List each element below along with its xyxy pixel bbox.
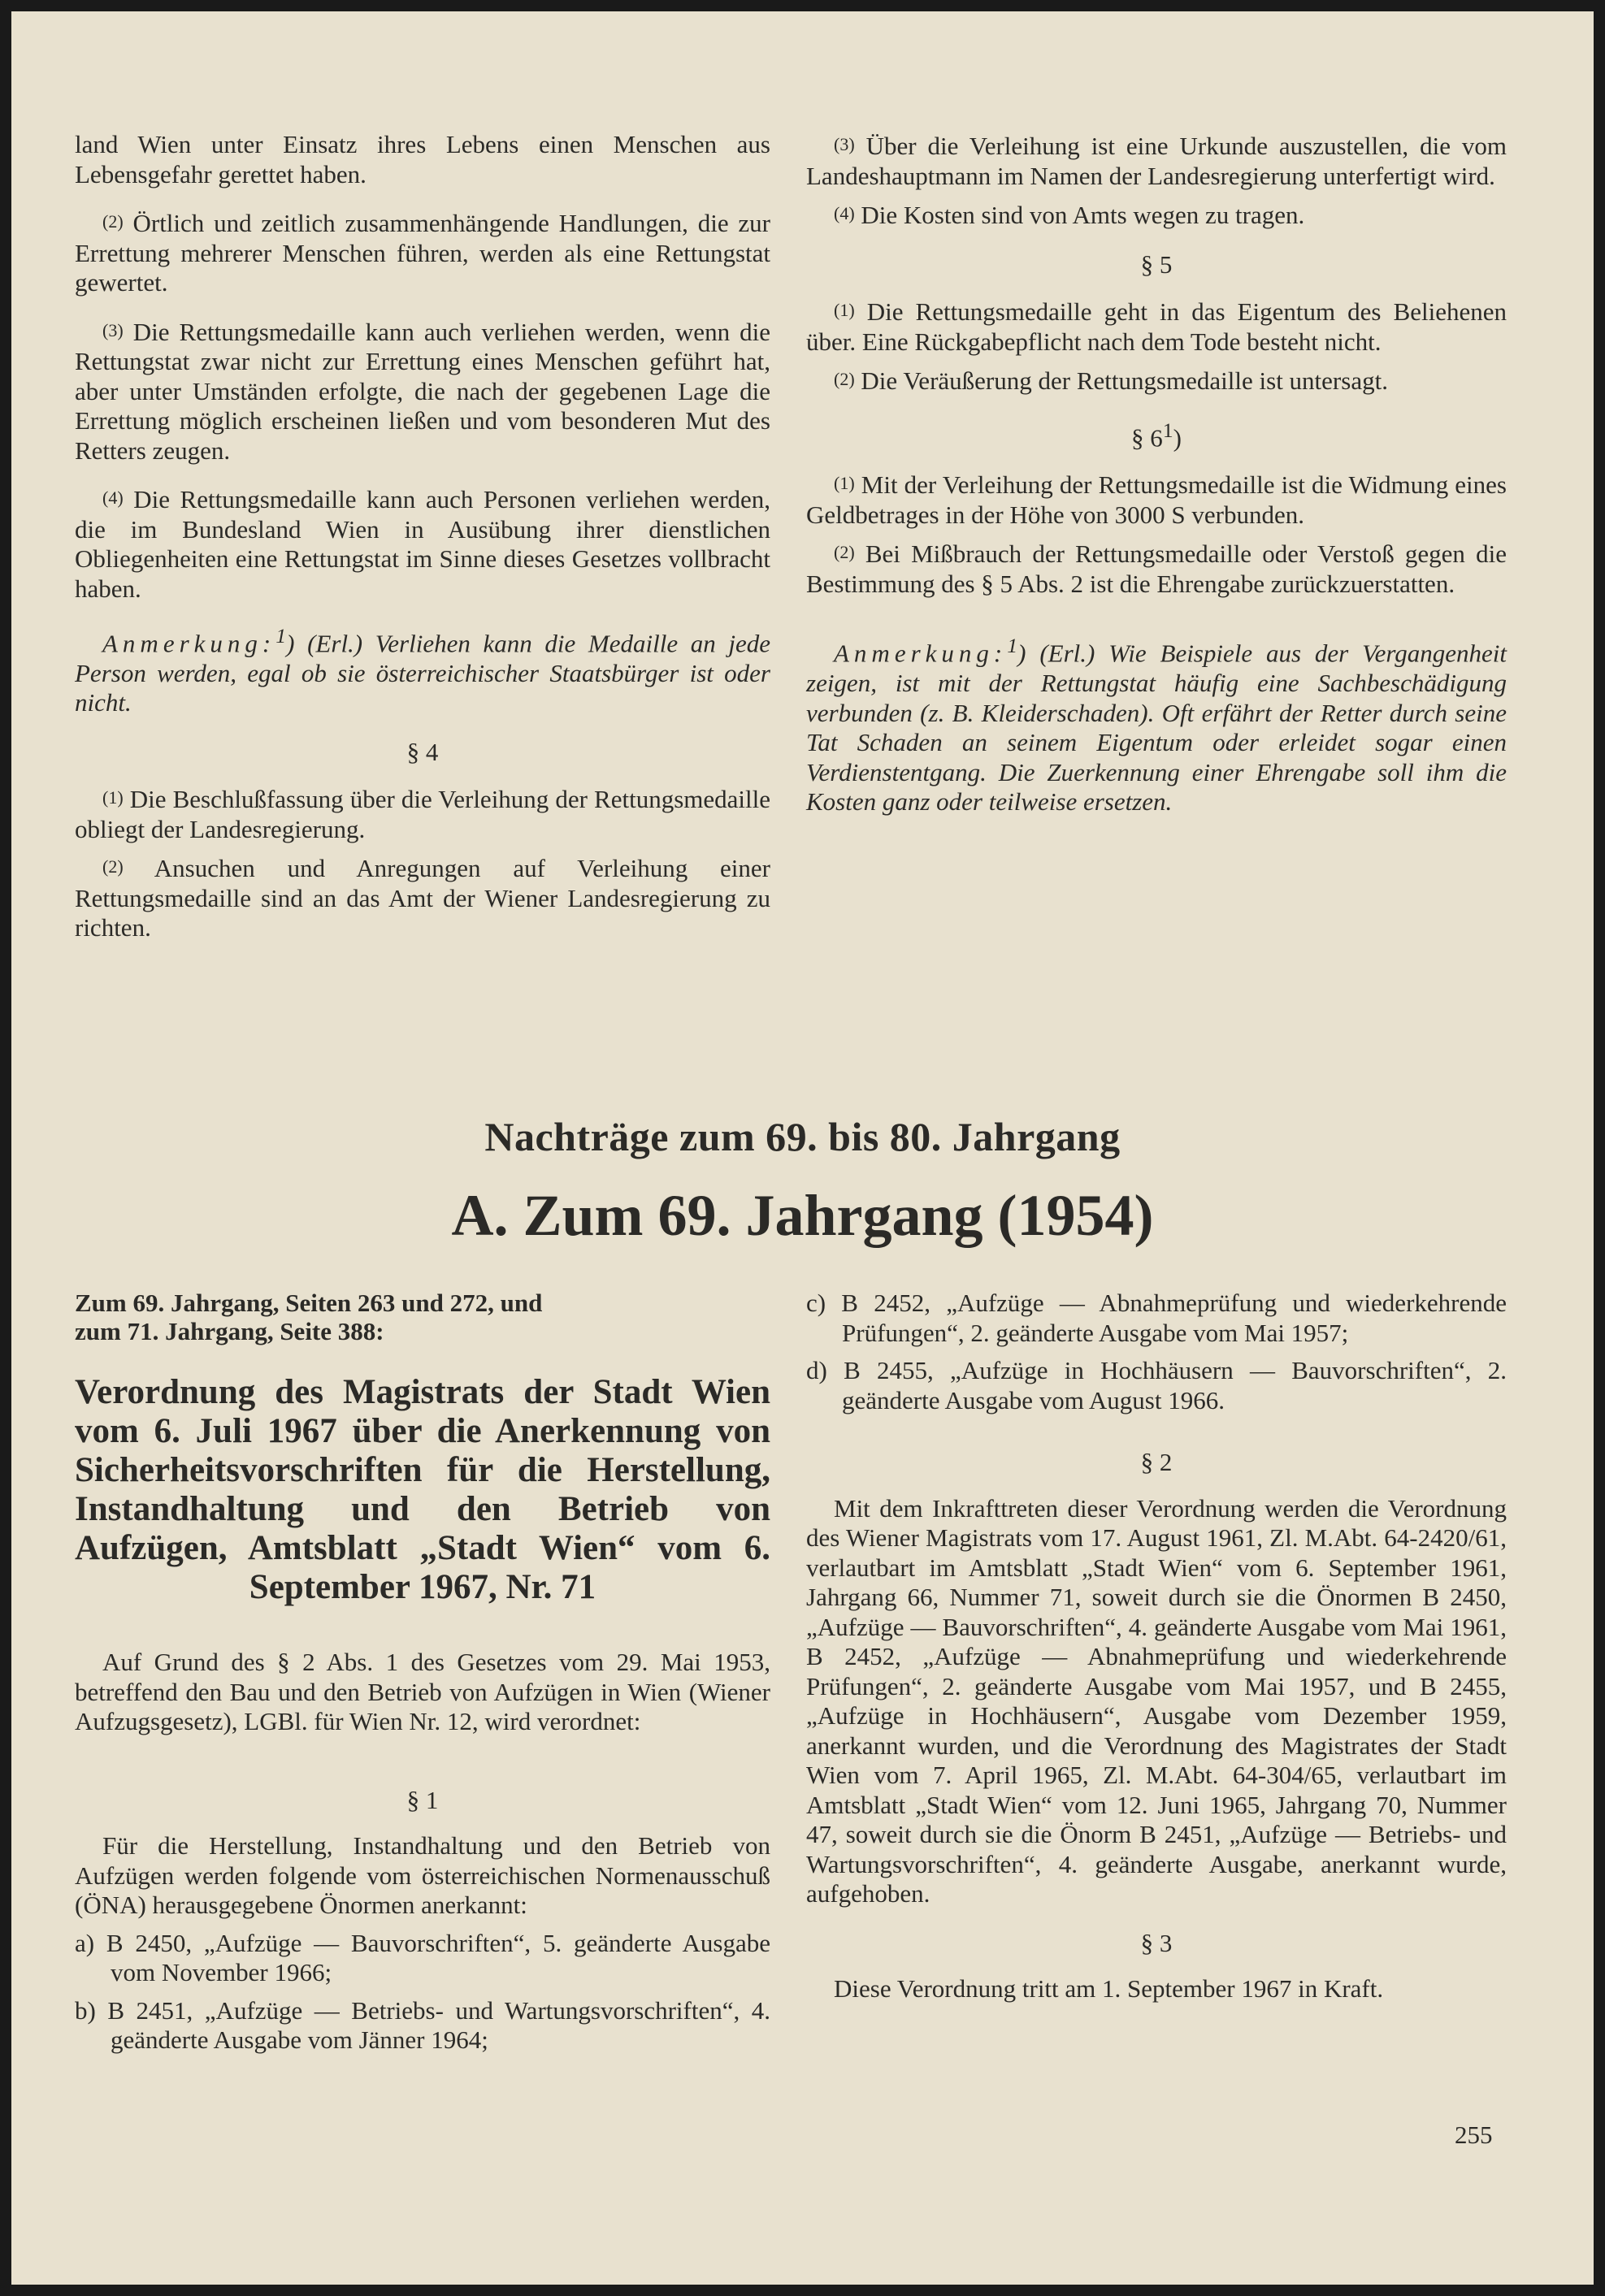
paragraph-text: Mit der Verleihung der Rettungsmedaille ist die Widmung eines Geldbetrages in der Höhe von 3000 S verbunden. xyxy=(806,470,1507,529)
subsection-number: (4) xyxy=(834,203,855,223)
preamble: Auf Grund des § 2 Abs. 1 des Gesetzes vom 29. Mai 1953, betreffend den Bau und den Betrieb von Aufzügen in Wien (Wiener Aufzugsgesetz), LGBl. für Wien Nr. 12, wird verordnet: xyxy=(75,1648,770,1735)
paragraph xyxy=(806,296,1507,357)
annotation-note xyxy=(806,631,1507,817)
section-heading-2: § 2 xyxy=(1140,1448,1173,1476)
paragraph xyxy=(806,469,1507,530)
subsection-number: (4) xyxy=(102,487,124,508)
subsection-number: (1) xyxy=(834,300,855,320)
subsection-number: (3) xyxy=(834,134,855,154)
section-heading-text: § 6 xyxy=(1131,422,1163,452)
note-text: ) (Erl.) Verliehen kann die Medaille an jede Person werden, egal ob sie österreichischer Staatsbürger ist oder nicht. xyxy=(75,629,770,717)
paragraph-text: Ansuchen und Anregungen auf Verleihung einer Rettungsmedaille sind an das Amt der Wiener Landesregierung zu richten. xyxy=(75,854,770,942)
subsection-number: (1) xyxy=(102,787,124,808)
subsection-number: (2) xyxy=(834,369,855,389)
paragraph xyxy=(75,783,770,844)
paragraph xyxy=(806,538,1507,599)
paragraph xyxy=(806,365,1507,396)
subsection-number: (2) xyxy=(102,211,124,232)
footnote-close: ) xyxy=(1173,422,1182,452)
section-heading-1: § 1 xyxy=(406,1785,439,1814)
paragraph: Mit dem Inkrafttreten dieser Verordnung werden die Verordnung des Wiener Magistrats vom 17. August 1961, Zl. M.Abt. 64-2420/61, verlautbart im Amtsblatt „Stadt Wien“ vom 6. September 1961, Jahrgang 66, Nummer 71, soweit durch sie die Önormen B 2450, „Aufzüge — Bauvorschriften“, 4. geänderte Ausgabe vom Mai 1961, B 2452, „Aufzüge — Abnahmeprüfung und wiederkehrende Prüfungen“, 2. geänderte Ausgabe vom Mai 1957, und B 2455, „Aufzüge in Hochhäusern“, Ausgabe vom Dezember 1959, anerkannt wurden, und die Verordnung des Magistrates der Stadt Wien vom 7. April 1965, Zl. M.Abt. 64-304/65, verlautbart im Amtsblatt „Stadt Wien“ vom 12. Juni 1965, Jahrgang 70, Nummer 47, soweit durch sie die Önorm B 2451, „Aufzüge — Betriebs- und Wartungsvorschriften“, 4. geänderte Ausgabe, anerkannt wurde, aufgehoben. xyxy=(806,1493,1507,1908)
bottom-left-column xyxy=(75,1289,770,2056)
paragraph xyxy=(75,483,770,604)
paragraph-text: Bei Mißbrauch der Rettungsmedaille oder Verstoß gegen die Bestimmung des § 5 Abs. 2 ist die Ehrengabe zurückzuerstatten. xyxy=(806,539,1507,598)
paragraph-text: Die Kosten sind von Amts wegen zu tragen. xyxy=(861,201,1305,229)
paragraph-text: Die Veräußerung der Rettungsmedaille ist untersagt. xyxy=(861,366,1388,395)
paragraph: land Wien unter Einsatz ihres Lebens einen Menschen aus Lebensgefahr gerettet haben. xyxy=(75,130,770,188)
note-text: ) (Erl.) Wie Beispiele aus der Vergangenheit zeigen, ist mit der Rettungstat häufig eine Sachbeschädigung verbunden (z. B. Kleiderschaden). Oft erfährt der Retter durch seine Tat Schaden an seinem Eigentum oder erleidet sogar einen Verdienstentgang. Die Zuerkennung einer Ehrengabe soll ihm die Kosten ganz oder teilweise ersetzen. xyxy=(806,639,1507,817)
reference-line: Zum 69. Jahrgang, Seiten 263 und 272, und xyxy=(75,1289,543,1317)
note-label: Anmerkung: xyxy=(834,639,1008,668)
paragraph-text: Die Rettungsmedaille kann auch verliehen werden, wenn die Rettungstat zwar nicht zur Errettung eines Menschen geführt hat, aber unter Umständen erfolgte, die nach der gegebenen Lage die Errettung möglich erscheinen ließen und vom besonderen Mut des Retters zeugen. xyxy=(75,317,771,465)
subsection-number: (2) xyxy=(834,542,855,563)
section-heading-4: § 4 xyxy=(406,737,439,766)
paragraph: Für die Herstellung, Instandhaltung und den Betrieb von Aufzügen werden folgende vom österreichischen Normenausschuß (ÖNA) herausgegebene Önormen anerkannt: xyxy=(75,1831,770,1919)
paragraph-text: Örtlich und zeitlich zusammenhängende Handlungen, die zur Errettung mehrerer Menschen führen, werden als eine Rettungstat gewertet. xyxy=(75,209,771,297)
paragraph-text: Über die Verleihung ist eine Urkunde auszustellen, die vom Landeshauptmann im Namen der Landesregierung unterfertigt wird. xyxy=(806,132,1507,190)
paragraph xyxy=(75,852,770,943)
paragraph xyxy=(806,130,1507,191)
footnote-marker: 1 xyxy=(275,624,287,648)
section-a-heading: A. Zum 69. Jahrgang (1954) xyxy=(451,1183,1154,1248)
top-left-column xyxy=(75,130,770,943)
paragraph: Diese Verordnung tritt am 1. September 1967 in Kraft. xyxy=(834,1974,1384,2003)
paragraph xyxy=(75,316,770,466)
subsection-number: (1) xyxy=(834,473,855,494)
footnote-marker: 1 xyxy=(1162,418,1173,442)
list-item: c) B 2452, „Aufzüge — Abnahmeprüfung und wiederkehrende Prüfungen“, 2. geänderte Ausgabe vom Mai 1957; xyxy=(806,1289,1507,1347)
paragraph-text: Die Rettungsmedaille kann auch Personen verliehen werden, die im Bundesland Wien in Ausübung ihrer dienstlichen Obliegenheiten eine Rettungstat im Sinne dieses Gesetzes vollbracht haben. xyxy=(75,485,770,603)
paragraph-text: Die Rettungsmedaille geht in das Eigentum des Beliehenen über. Eine Rückgabepflicht nach dem Tode besteht nicht. xyxy=(806,297,1507,356)
section-heading-6 xyxy=(806,416,1507,453)
subsection-number: (3) xyxy=(102,319,124,340)
reference-line: zum 71. Jahrgang, Seite 388: xyxy=(75,1317,384,1345)
section-heading-3: § 3 xyxy=(1140,1928,1173,1957)
note-label: Anmerkung: xyxy=(102,629,276,658)
footnote-marker: 1 xyxy=(1007,634,1018,658)
bottom-right-column xyxy=(806,1289,1507,2004)
list-item: d) B 2455, „Aufzüge in Hochhäusern — Bauvorschriften“, 2. geänderte Ausgabe vom August 1966. xyxy=(806,1356,1507,1414)
paragraph xyxy=(75,207,770,298)
paragraph-text: Die Beschlußfassung über die Verleihung der Rettungsmedaille obliegt der Landesregierung. xyxy=(75,785,770,843)
page-number: 255 xyxy=(1455,2121,1493,2149)
section-heading-5: § 5 xyxy=(1140,249,1173,279)
list-item: b) B 2451, „Aufzüge — Betriebs- und Wartungsvorschriften“, 4. geänderte Ausgabe vom Jänner 1964; xyxy=(75,1995,770,2054)
annotation-note xyxy=(75,622,770,718)
regulation-title: Verordnung des Magistrats der Stadt Wien vom 6. Juli 1967 über die Anerkennung von Sicherheitsvorschriften für die Herstellung, Instandhaltung und den Betrieb von Aufzügen, Amtsblatt „Stadt Wien“ vom 6. September 1967, Nr. 71 xyxy=(75,1373,770,1606)
paragraph xyxy=(806,199,1507,231)
subsection-number: (2) xyxy=(102,856,124,877)
supplements-heading: Nachträge zum 69. bis 80. Jahrgang xyxy=(484,1114,1121,1159)
list-item: a) B 2450, „Aufzüge — Bauvorschriften“, 5. geänderte Ausgabe vom November 1966; xyxy=(75,1928,770,1986)
top-right-column xyxy=(806,130,1507,817)
